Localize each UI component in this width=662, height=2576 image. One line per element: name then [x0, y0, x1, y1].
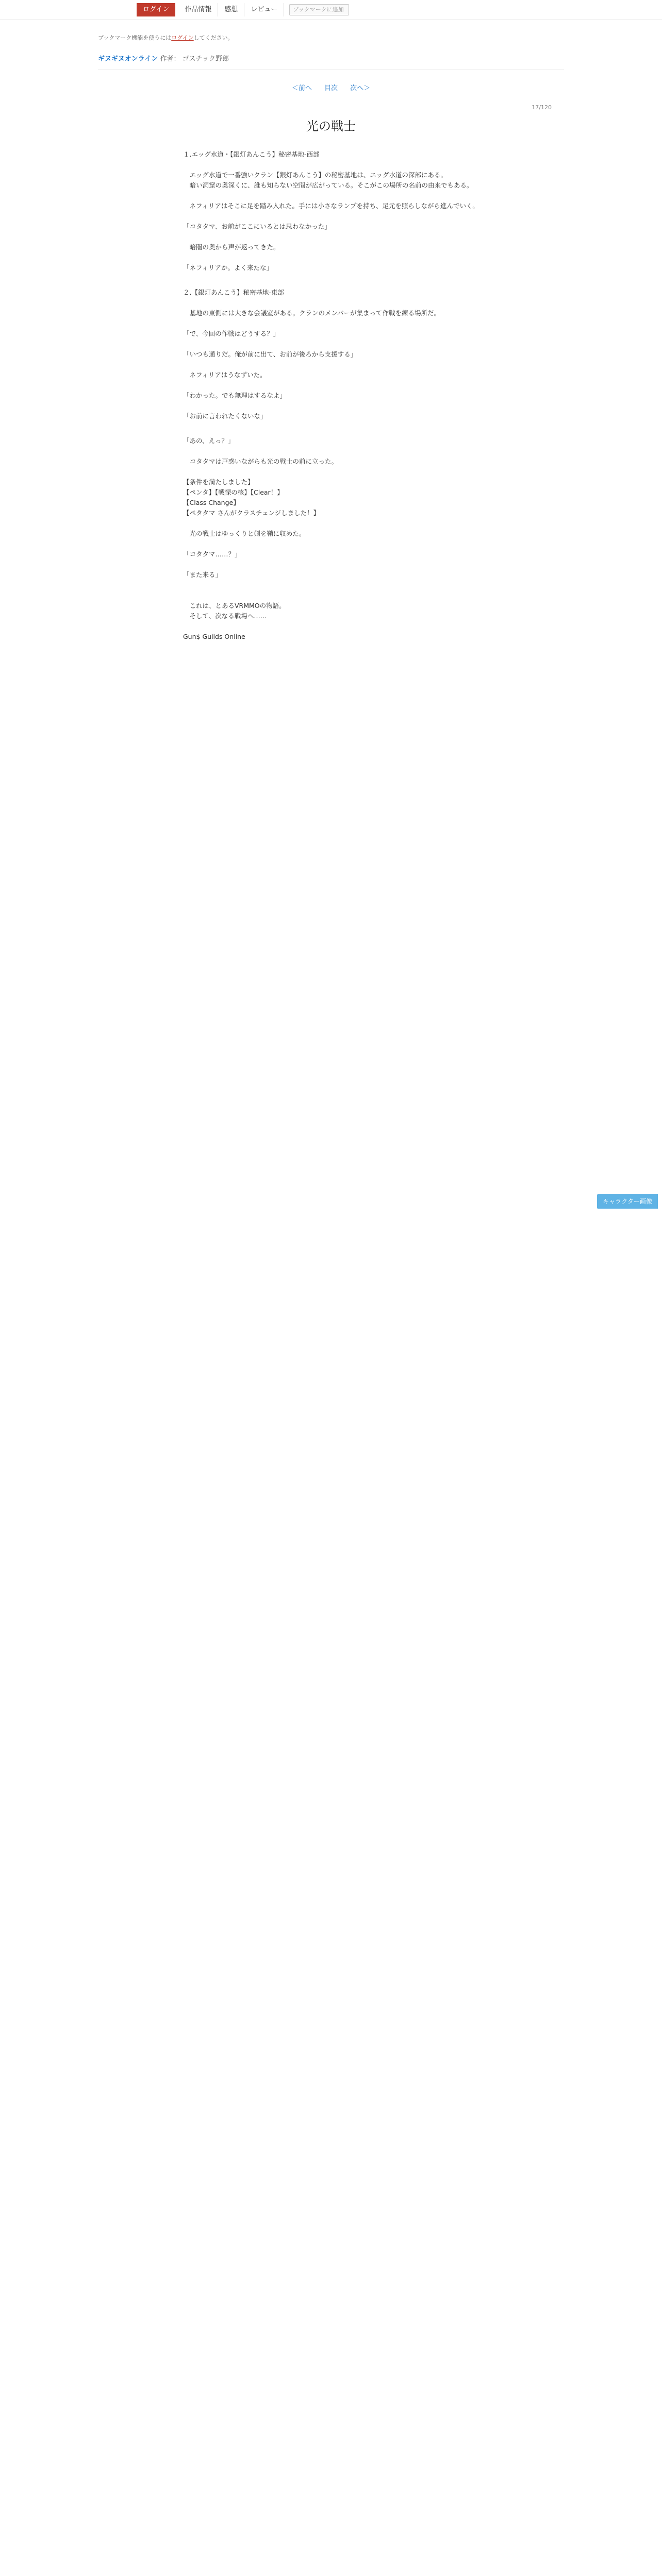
- nav-impressions[interactable]: 感想: [218, 3, 244, 16]
- paragraph: [183, 539, 479, 549]
- paragraph: [183, 339, 479, 349]
- section-2: [183, 287, 479, 421]
- novel-body: [183, 149, 479, 642]
- paragraph: 「コタタマ、お前がここにいるとは思わなかった」: [183, 223, 331, 230]
- paragraph: 「いつも通りだ。俺が前に出て、お前が後ろから支援する」: [183, 350, 357, 358]
- paragraph: [183, 191, 479, 201]
- top-bar: [0, 0, 662, 20]
- paragraph: ２.【銀灯あんこう】秘密基地-東部: [183, 289, 284, 296]
- nav-work-info[interactable]: 作品情報: [178, 3, 218, 16]
- paragraph: [183, 232, 479, 242]
- prev-link[interactable]: ＜前へ: [291, 84, 312, 92]
- breadcrumb: ギヌギヌオンライン 作者： ゴスチック野郎: [98, 55, 229, 63]
- paragraph: 【ペタタマ さんがクラスチェンジしました！】: [183, 509, 320, 517]
- character-image-button[interactable]: キャラクター画像: [597, 1194, 658, 1209]
- paragraph: 暗い洞窟の奥深くに、誰も知らない空間が広がっている。そこがこの場所の名前の由来でもある。: [183, 181, 473, 189]
- paragraph: [183, 298, 479, 308]
- paragraph: [183, 401, 479, 411]
- paragraph: [183, 252, 479, 263]
- paragraph: [183, 590, 479, 601]
- notice-login-link[interactable]: ログイン: [171, 35, 194, 41]
- pager-top: [0, 82, 662, 92]
- paragraph: ネフィリアはそこに足を踏み入れた。手には小さなランプを持ち、足元を照らしながら進んでいく。: [183, 202, 479, 210]
- toc-link[interactable]: 目次: [324, 84, 338, 92]
- paragraph: 「また来る」: [183, 571, 222, 579]
- paragraph: 「で、今回の作戦はどうする？」: [183, 330, 280, 337]
- chapter-title: 光の戦士: [306, 119, 356, 133]
- paragraph: [183, 380, 479, 391]
- paragraph: [183, 360, 479, 370]
- paragraph: Gun$ Guilds Online: [183, 633, 245, 640]
- paragraph: 【ペンタ】【戦慄の核】【Clear！】: [183, 488, 284, 496]
- paragraph: 「わかった。でも無理はするなよ」: [183, 392, 287, 399]
- paragraph: [183, 580, 479, 590]
- next-link[interactable]: 次へ＞: [350, 84, 371, 92]
- paragraph: 「ネフィリアか。よく来たな」: [183, 264, 273, 272]
- nav-reviews[interactable]: レビュー: [244, 3, 284, 16]
- work-title-link[interactable]: ギヌギヌオンライン: [98, 55, 158, 63]
- paragraph: そして、次なる戦場へ……: [183, 612, 267, 620]
- paragraph: [183, 467, 479, 477]
- paragraph: 光の戦士はゆっくりと剣を鞘に収めた。: [183, 530, 306, 537]
- paragraph: ネフィリアはうなずいた。: [183, 371, 267, 379]
- bookmark-button[interactable]: ブックマークに追加: [289, 4, 349, 15]
- paragraph: エッグ水道で一番強いクラン【銀灯あんこう】の秘密基地は、エッグ水道の深部にある。: [183, 171, 448, 179]
- paragraph: [183, 211, 479, 222]
- author-name[interactable]: ゴスチック野郎: [182, 55, 229, 63]
- paragraph: １.エッグ水道・【銀灯あんこう】秘密基地-西部: [183, 150, 320, 158]
- paragraph: [183, 446, 479, 456]
- page-number: 17/120: [532, 104, 552, 111]
- paragraph: 【条件を満たしました】: [183, 478, 254, 486]
- paragraph: 【Class Change】: [183, 499, 240, 506]
- paragraph: [183, 518, 479, 529]
- paragraph: 「お前に言われたくないな」: [183, 412, 267, 420]
- login-button[interactable]: ログイン: [137, 3, 175, 16]
- section-3: [183, 436, 479, 642]
- paragraph: 暗闇の奥から声が返ってきた。: [183, 243, 280, 251]
- paragraph: [183, 318, 479, 329]
- paragraph: [183, 160, 479, 170]
- section-1: [183, 149, 479, 273]
- login-notice: ブックマーク機能を使うにはログインしてください。: [98, 35, 234, 41]
- paragraph: 「あの、えっ？」: [183, 437, 235, 445]
- paragraph: 基地の東側には大きな会議室がある。クランのメンバーが集まって作戦を練る場所だ。: [183, 309, 441, 317]
- paragraph: [183, 621, 479, 632]
- paragraph: [183, 560, 479, 570]
- paragraph: 「コタタマ……？」: [183, 550, 241, 558]
- paragraph: これは、とあるVRMMOの物語。: [183, 602, 286, 609]
- paragraph: コタタマは戸惑いながらも光の戦士の前に立った。: [183, 457, 338, 465]
